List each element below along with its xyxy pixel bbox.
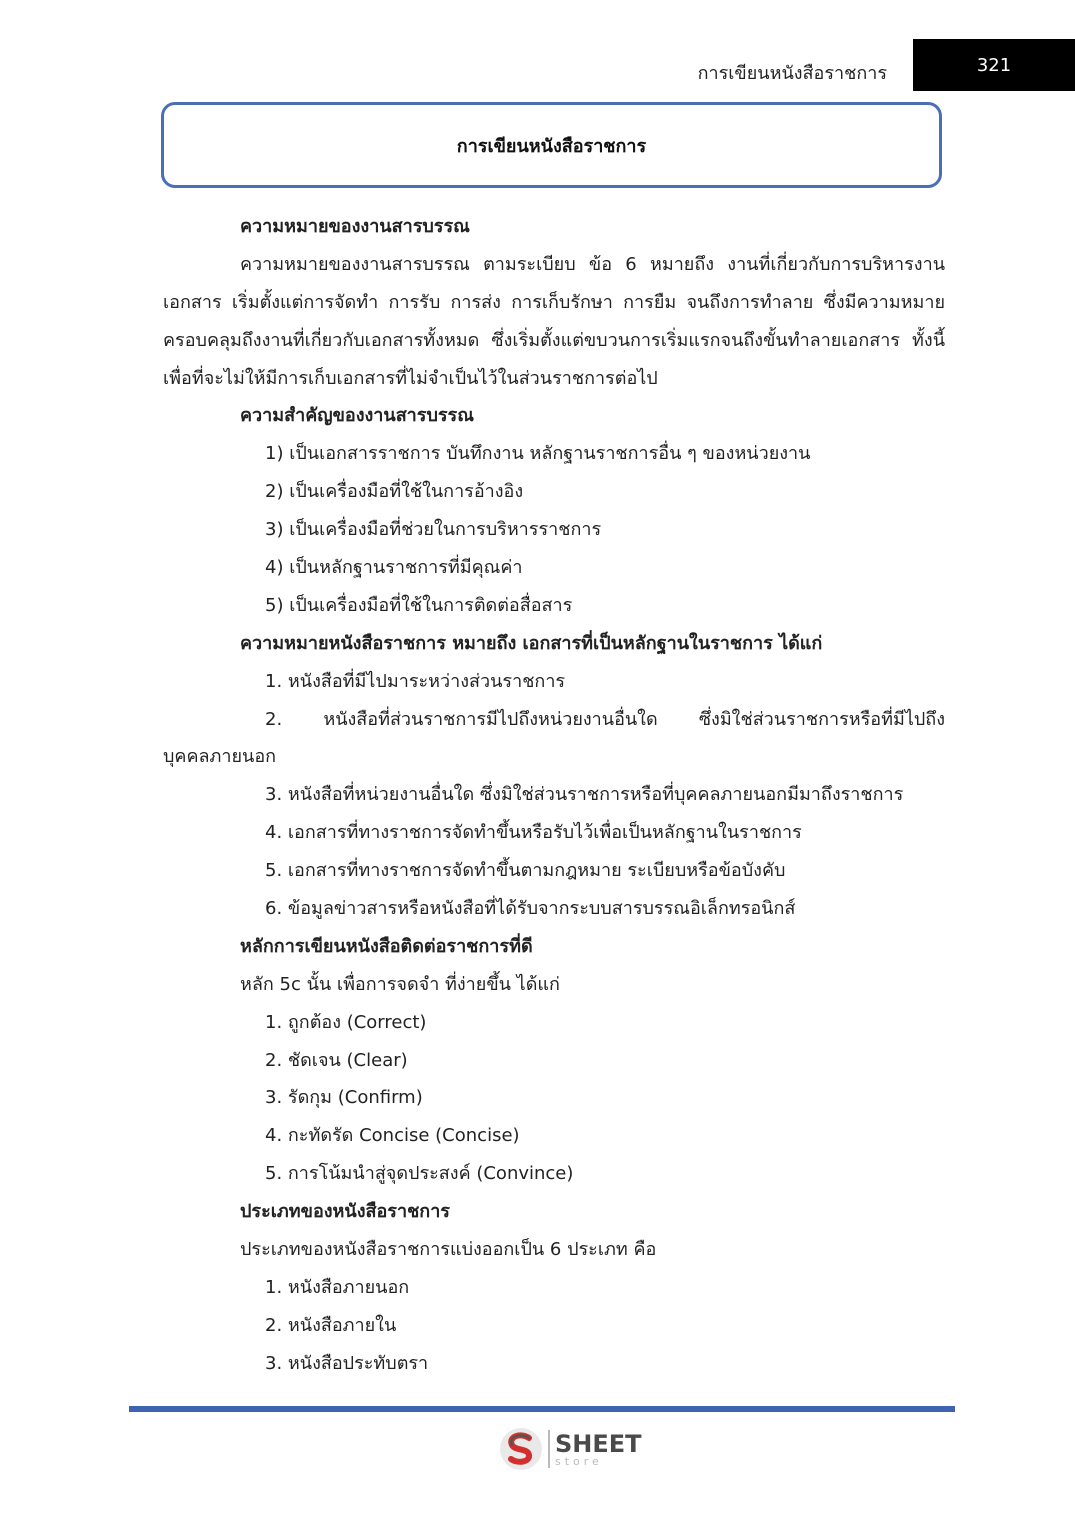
list-item: 2. หนังสือที่ส่วนราชการมีไปถึงหน่วยงานอื่นใด ซึ่งมิใช่ส่วนราชการหรือที่มีไปถึง	[265, 708, 945, 730]
list-item: 5. การโน้มนำสู่จุดประสงค์ (Convince)	[265, 1163, 574, 1185]
paragraph-line: หลัก 5c นั้น เพื่อการจดจำ ที่ง่ายขึ้น ได้แก่	[240, 973, 560, 995]
paragraph-line: เอกสาร เริ่มตั้งแต่การจัดทำ การรับ การส่ง การเก็บรักษา การยืม จนถึงการทำลาย ซึ่งมีความหมาย	[163, 291, 945, 313]
logo-separator	[548, 1430, 550, 1468]
sheet-store-logo	[498, 1426, 642, 1472]
page-number-badge	[913, 39, 1075, 91]
logo-wordmark	[555, 1429, 642, 1468]
list-item: 3. หนังสือที่หน่วยงานอื่นใด ซึ่งมิใช่ส่วนราชการหรือที่บุคคลภายนอกมีมาถึงราชการ	[265, 784, 904, 806]
heading-importance: ความสำคัญของงานสารบรรณ	[240, 405, 474, 427]
chapter-title: การเขียนหนังสือราชการ	[456, 135, 647, 157]
list-item: 3) เป็นเครื่องมือที่ช่วยในการบริหารราชการ	[265, 519, 602, 541]
list-item-continuation: บุคคลภายนอก	[163, 746, 277, 768]
footer-divider	[129, 1406, 955, 1412]
logo-sheet-text: SHEET	[555, 1429, 642, 1458]
page-number: 321	[976, 54, 1012, 76]
paragraph-line: ประเภทของหนังสือราชการแบ่งออกเป็น 6 ประเภท คือ	[240, 1239, 657, 1261]
list-item: 6. ข้อมูลข่าวสารหรือหนังสือที่ได้รับจากระบบสารบรรณอิเล็กทรอนิกส์	[265, 898, 796, 920]
heading-official-letter: ความหมายหนังสือราชการ หมายถึง เอกสารที่เป็นหลักฐานในราชการ ได้แก่	[240, 632, 823, 654]
list-item: 2. หนังสือภายใน	[265, 1314, 397, 1336]
heading-writing-principles: หลักการเขียนหนังสือติดต่อราชการที่ดี	[240, 935, 533, 957]
list-item: 4. เอกสารที่ทางราชการจัดทำขึ้นหรือรับไว้เพื่อเป็นหลักฐานในราชการ	[265, 822, 802, 844]
list-item: 4. กะทัดรัด Concise (Concise)	[265, 1125, 520, 1147]
heading-letter-types: ประเภทของหนังสือราชการ	[240, 1201, 450, 1223]
list-item: 5) เป็นเครื่องมือที่ใช้ในการติดต่อสื่อสาร	[265, 594, 573, 616]
list-item: 3. หนังสือประทับตรา	[265, 1352, 429, 1374]
list-item: 1. ถูกต้อง (Correct)	[265, 1011, 427, 1033]
logo-store-text: store	[555, 1454, 603, 1468]
sheet-s-logo-icon	[498, 1426, 544, 1472]
paragraph-line: ครอบคลุมถึงงานที่เกี่ยวกับเอกสารทั้งหมด ซึ่งเริ่มตั้งแต่ขบวนการเริ่มแรกจนถึงขั้นทำลายเอกสาร ทั้งนี้	[163, 329, 945, 351]
list-item: 2. ชัดเจน (Clear)	[265, 1049, 408, 1071]
list-item: 5. เอกสารที่ทางราชการจัดทำขึ้นตามกฎหมาย ระเบียบหรือข้อบังคับ	[265, 860, 786, 882]
paragraph-line: ความหมายของงานสารบรรณ ตามระเบียบ ข้อ 6 หมายถึง งานที่เกี่ยวกับการบริหารงาน	[240, 253, 945, 275]
document-body	[163, 208, 945, 1383]
header-section-title: การเขียนหนังสือราชการ	[697, 63, 887, 84]
list-item: 4) เป็นหลักฐานราชการที่มีคุณค่า	[265, 557, 523, 579]
list-item: 2) เป็นเครื่องมือที่ใช้ในการอ้างอิง	[265, 481, 524, 503]
list-item: 1. หนังสือภายนอก	[265, 1276, 410, 1298]
list-item: 1. หนังสือที่มีไปมาระหว่างส่วนราชการ	[265, 670, 566, 692]
list-item: 1) เป็นเอกสารราชการ บันทึกงาน หลักฐานราชการอื่น ๆ ของหน่วยงาน	[265, 443, 811, 465]
list-item: 3. รัดกุม (Confirm)	[265, 1087, 423, 1109]
chapter-title-box	[161, 102, 942, 188]
heading-definition: ความหมายของงานสารบรรณ	[240, 216, 470, 237]
paragraph-line: เพื่อที่จะไม่ให้มีการเก็บเอกสารที่ไม่จำเป็นไว้ในส่วนราชการต่อไป	[163, 367, 658, 389]
